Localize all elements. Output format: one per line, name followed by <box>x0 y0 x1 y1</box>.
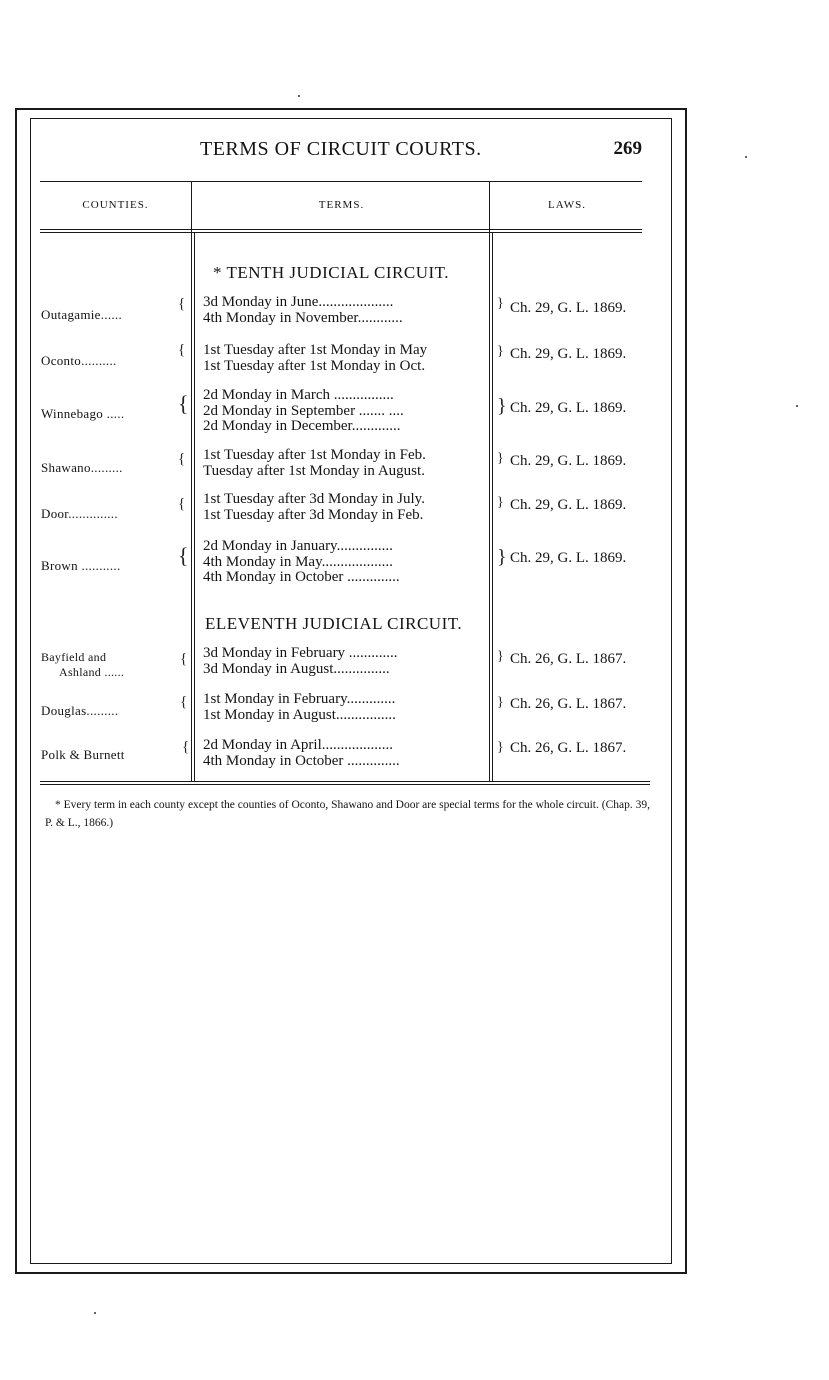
county-terms <box>203 646 490 677</box>
term-line: 2d Monday in January............... <box>203 539 393 554</box>
column-divider-1 <box>191 181 192 781</box>
county-terms <box>203 492 490 523</box>
county-name: Outagamie...... <box>41 307 123 322</box>
column-divider-1b <box>194 232 195 781</box>
term-line: 1st Monday in February............. <box>203 692 396 707</box>
county-name: Polk & Burnett <box>41 747 125 762</box>
brace-left: { <box>178 342 186 358</box>
county-name: Oconto.......... <box>41 353 117 368</box>
county-terms <box>203 295 490 326</box>
term-line: 4th Monday in November............ <box>203 310 403 326</box>
page-title: TERMS OF CIRCUIT COURTS. <box>200 138 482 160</box>
law-citation: Ch. 26, G. L. 1867. <box>510 696 627 712</box>
term-line: 2d Monday in September ....... .... <box>203 403 404 419</box>
brace-left: { <box>180 694 188 710</box>
term-line: 1st Tuesday after 3d Monday in Feb. <box>203 507 424 523</box>
county-name: Douglas......... <box>41 703 119 718</box>
header-bottom-rule-2 <box>40 232 642 233</box>
header-bottom-rule <box>40 229 642 230</box>
term-line: 1st Tuesday after 3d Monday in July. <box>203 492 425 507</box>
county-name: Shawano......... <box>41 460 123 475</box>
term-line: 1st Tuesday after 1st Monday in Oct. <box>203 358 426 374</box>
law-citation: Ch. 29, G. L. 1869. <box>510 550 627 566</box>
brace-right: } <box>497 546 507 568</box>
running-head <box>40 138 642 164</box>
column-divider-2 <box>489 181 490 781</box>
column-header-laws: LAWS. <box>547 199 587 211</box>
brace-left: { <box>178 496 186 512</box>
term-line: 2d Monday in April................... <box>203 738 393 753</box>
section-title-eleventh-circuit: ELEVENTH JUDICIAL CIRCUIT. <box>205 614 463 633</box>
brace-right: } <box>497 395 507 417</box>
brace-right: } <box>497 740 504 755</box>
term-line: 1st Monday in August................ <box>203 707 396 723</box>
speck <box>796 405 798 407</box>
table-bottom-rule <box>40 781 650 782</box>
term-line: Tuesday after 1st Monday in August. <box>203 463 425 479</box>
brace-left: { <box>180 651 188 667</box>
table-top-rule <box>40 181 642 182</box>
speck <box>745 156 747 158</box>
county-terms <box>203 343 490 374</box>
county-terms <box>203 738 490 769</box>
column-header-terms: TERMS. <box>318 199 365 211</box>
county-name: Door.............. <box>41 506 118 521</box>
term-line: 4th Monday in October .............. <box>203 570 400 585</box>
county-terms <box>203 539 490 586</box>
law-citation: Ch. 29, G. L. 1869. <box>510 453 627 469</box>
term-line: 2d Monday in March ................ <box>203 388 394 403</box>
law-citation: Ch. 26, G. L. 1867. <box>510 740 627 756</box>
law-citation: Ch. 29, G. L. 1869. <box>510 300 627 316</box>
term-line: 3d Monday in June.................... <box>203 295 394 310</box>
speck <box>94 1312 96 1314</box>
brace-right: } <box>497 649 504 664</box>
column-divider-2b <box>492 232 493 781</box>
law-citation: Ch. 29, G. L. 1869. <box>510 346 627 362</box>
term-line: 1st Tuesday after 1st Monday in May <box>203 343 428 358</box>
brace-right: } <box>497 695 504 710</box>
term-line: 4th Monday in October .............. <box>203 753 400 769</box>
brace-left: { <box>178 391 189 416</box>
footnote: * Every term in each county except the counties of Oconto, Shawano and Door are special terms for the whole circuit. (Chap. 39, P. & L., 1866.) <box>45 799 650 829</box>
brace-left: { <box>182 739 190 755</box>
page-number: 269 <box>613 138 642 159</box>
brace-left: { <box>178 451 186 467</box>
term-line: 3d Monday in February ............. <box>203 646 398 661</box>
table-bottom-rule-2 <box>40 784 650 785</box>
term-line: 1st Tuesday after 1st Monday in Feb. <box>203 448 426 463</box>
county-name-line2: Ashland ...... <box>59 665 125 679</box>
county-terms <box>203 388 490 435</box>
column-header-counties: COUNTIES. <box>82 199 149 211</box>
county-terms <box>203 692 490 723</box>
term-line: 4th Monday in May................... <box>203 554 393 570</box>
county-name: Brown ........... <box>41 558 121 573</box>
speck <box>298 95 300 97</box>
brace-right: } <box>497 495 504 510</box>
county-terms <box>203 448 490 479</box>
term-line: 3d Monday in August............... <box>203 661 390 677</box>
brace-right: } <box>497 344 504 359</box>
county-name: Bayfield and <box>41 650 107 664</box>
brace-left: { <box>178 543 189 568</box>
law-citation: Ch. 29, G. L. 1869. <box>510 497 627 513</box>
brace-right: } <box>497 451 504 466</box>
page-frame-inner <box>30 118 672 1264</box>
brace-right: } <box>497 296 504 311</box>
law-citation: Ch. 26, G. L. 1867. <box>510 651 627 667</box>
brace-left: { <box>178 296 186 312</box>
section-title-tenth-circuit: * TENTH JUDICIAL CIRCUIT. <box>213 263 449 282</box>
law-citation: Ch. 29, G. L. 1869. <box>510 400 627 416</box>
county-name: Winnebago ..... <box>41 406 125 421</box>
term-line: 2d Monday in December............. <box>203 419 401 434</box>
